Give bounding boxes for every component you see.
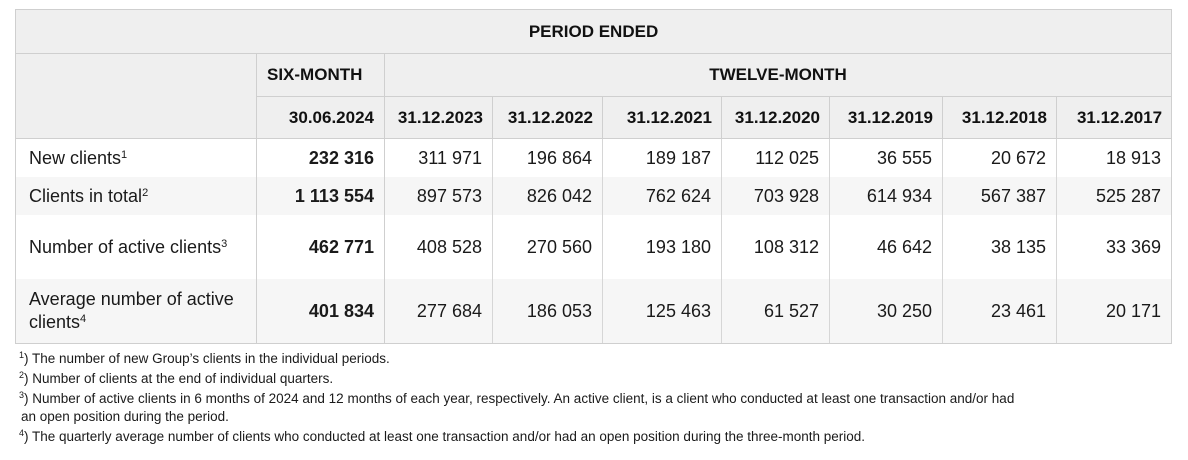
table-cell: 193 180 xyxy=(603,215,722,279)
date-header: 31.12.2021 xyxy=(603,97,722,139)
table-cell: 33 369 xyxy=(1057,215,1172,279)
row-label: Number of active clients$^3$ xyxy=(16,215,257,279)
date-header: 31.12.2020 xyxy=(722,97,830,139)
table-cell: 1 113 554 xyxy=(257,177,385,215)
table-cell: 20 672 xyxy=(943,139,1057,178)
table-cell: 703 928 xyxy=(722,177,830,215)
table-cell: 401 834 xyxy=(257,279,385,344)
footnotes xyxy=(19,350,1139,448)
table-cell: 462 771 xyxy=(257,215,385,279)
table-cell: 38 135 xyxy=(943,215,1057,279)
table-cell: 408 528 xyxy=(385,215,493,279)
row-label-header-blank xyxy=(16,54,257,139)
table-cell: 567 387 xyxy=(943,177,1057,215)
table-cell: 125 463 xyxy=(603,279,722,344)
table-cell: 30 250 xyxy=(830,279,943,344)
table-row xyxy=(16,279,1172,344)
date-header: 31.12.2017 xyxy=(1057,97,1172,139)
row-label: Average number of active clients$^4$ xyxy=(16,279,257,344)
row-label: New clients$^1$ xyxy=(16,139,257,178)
table-cell: 270 560 xyxy=(493,215,603,279)
six-month-header: SIX-MONTH xyxy=(257,54,385,97)
footnote: $^1$) The number of new Group’s clients in the individual periods. xyxy=(19,350,390,366)
table-cell: 46 642 xyxy=(830,215,943,279)
table-cell: 311 971 xyxy=(385,139,493,178)
table-cell: 196 864 xyxy=(493,139,603,178)
table-cell: 20 171 xyxy=(1057,279,1172,344)
table-cell: 23 461 xyxy=(943,279,1057,344)
table-cell: 762 624 xyxy=(603,177,722,215)
table-cell: 525 287 xyxy=(1057,177,1172,215)
table-row xyxy=(16,139,1172,178)
table-row xyxy=(16,215,1172,279)
footnote: $^2$) Number of clients at the end of individual quarters. xyxy=(19,370,334,386)
table-cell: 897 573 xyxy=(385,177,493,215)
clients-table xyxy=(15,9,1172,344)
table-cell: 36 555 xyxy=(830,139,943,178)
table-cell: 61 527 xyxy=(722,279,830,344)
table-cell: 614 934 xyxy=(830,177,943,215)
table-cell: 108 312 xyxy=(722,215,830,279)
twelve-month-header: TWELVE-MONTH xyxy=(385,54,1172,97)
date-header: 31.12.2022 xyxy=(493,97,603,139)
date-header: 31.12.2018 xyxy=(943,97,1057,139)
table-cell: 112 025 xyxy=(722,139,830,178)
row-label: Clients in total$^2$ xyxy=(16,177,257,215)
table-cell: 826 042 xyxy=(493,177,603,215)
table-row xyxy=(16,177,1172,215)
date-header: 31.12.2019 xyxy=(830,97,943,139)
clients-table-container xyxy=(15,9,1171,344)
table-cell: 232 316 xyxy=(257,139,385,178)
table-cell: 186 053 xyxy=(493,279,603,344)
date-header: 30.06.2024 xyxy=(257,97,385,139)
date-header: 31.12.2023 xyxy=(385,97,493,139)
table-cell: 189 187 xyxy=(603,139,722,178)
table-cell: 277 684 xyxy=(385,279,493,344)
footnote: $^4$) The quarterly average number of clients who conducted at least one transaction and/or had an open position during the three-month period. xyxy=(19,428,866,444)
footnote: $^3$) Number of active clients in 6 months of 2024 and 12 months of each year, respectively. An active client, is a client who conducted at least one transaction and/or had an open position during the period. xyxy=(19,390,1015,424)
period-ended-header: PERIOD ENDED xyxy=(16,10,1172,54)
table-cell: 18 913 xyxy=(1057,139,1172,178)
